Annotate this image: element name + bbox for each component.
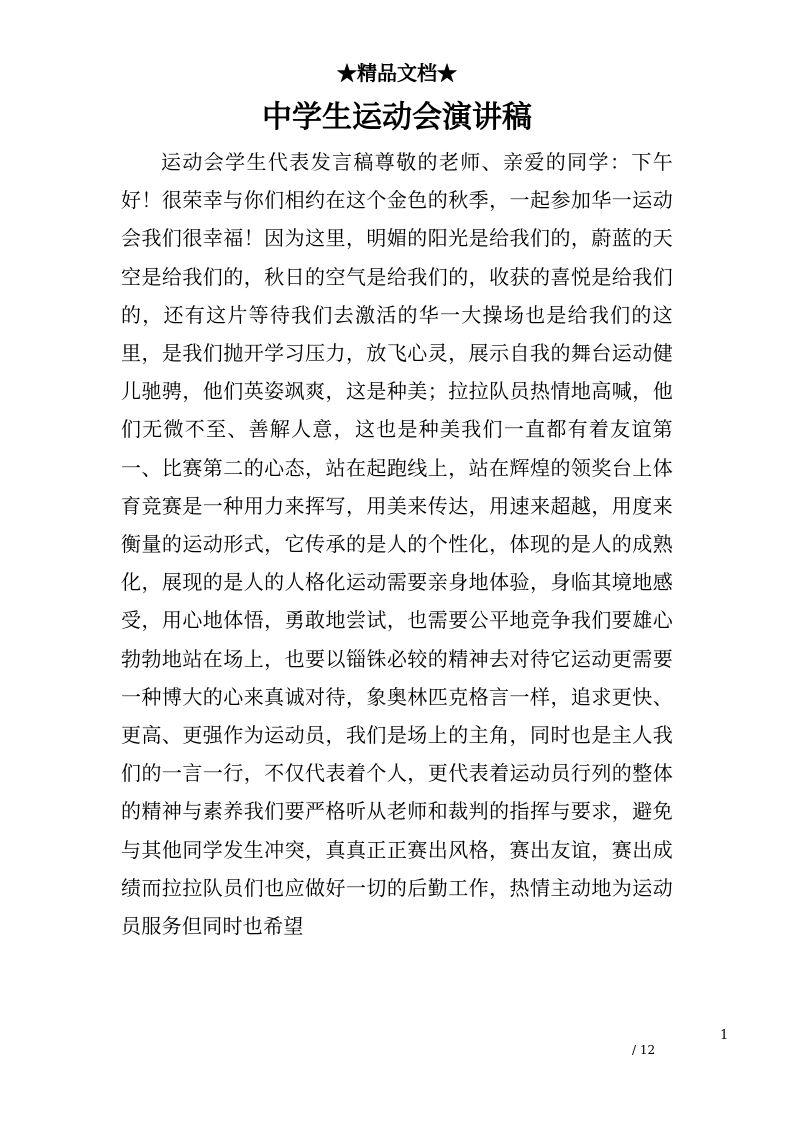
- document-title: 中学生运动会演讲稿: [262, 100, 532, 135]
- document-header-label: ★精品文档★: [337, 61, 457, 85]
- page-number: 1: [720, 1028, 729, 1043]
- page-total: / 12: [632, 1043, 656, 1057]
- document-body-text: 运动会学生代表发言稿尊敬的老师、亲爱的同学：下午好！很荣幸与你们相约在这个金色的秋季，一起参加华一运动会我们很幸福！因为这里，明媚的阳光是给我们的，蔚蓝的天空是给我们的，秋日的空气是给我们的，收获的喜悦是给我们的，还有这片等待我们去激活的华一大操场也是给我们的这里，是我们抛开学习压力，放飞心灵，展示自我的舞台运动健儿驰骋，他们英姿飒爽，这是种美；拉拉队员热情地高喊，他们无微不至、善解人意，这也是种美我们一直都有着友谊第一、比赛第二的心态，站在起跑线上，站在辉煌的领奖台上体育竞赛是一种用力来挥写，用美来传达，用速来超越，用度来衡量的运动形式，它传承的是人的个性化，体现的是人的成熟化，展现的是人的人格化运动需要亲身地体验，身临其境地感受，用心地体悟，勇敢地尝试，也需要公平地竞争我们要雄心勃勃地站在场上，也要以锱铢必较的精神去对待它运动更需要一种博大的心来真诚对待，象奥林匹克格言一样，追求更快、更高、更强作为运动员，我们是场上的主角，同时也是主人我们的一言一行，不仅代表着个人，更代表着运动员行列的整体的精神与素养我们要严格听从老师和裁判的指挥与要求，避免与其他同学发生冲突，真真正正赛出风格，赛出友谊，赛出成绩而拉拉队员们也应做好一切的后勤工作，热情主动地为运动员服务但同时也希望: [121, 150, 673, 939]
